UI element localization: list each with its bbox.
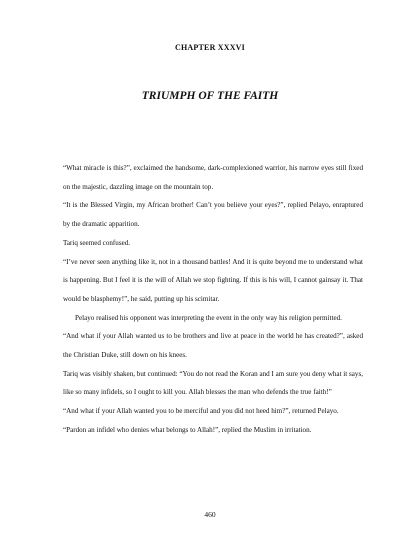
paragraph: Tariq seemed confused. [63, 238, 131, 247]
paragraph: “It is the Blessed Virgin, my African brother! Can’t you believe your eyes?”, replied Pelayo, enraptured by the dramatic apparition. [63, 201, 363, 229]
paragraph: “And what if your Allah wanted you to be merciful and you did not heed him?”, returned Pelayo. [63, 407, 339, 416]
paragraph: “Pardon an infidel who denies what belongs to Allah!”, replied the Muslim in irritation. [63, 425, 312, 434]
paragraph: “And what if your Allah wanted us to be brothers and live at peace in the world he has created?”, asked the Christian Duke, still down on his knees. [63, 332, 363, 360]
chapter-number: CHAPTER XXXVI [175, 43, 245, 52]
chapter-title: TRIUMPH OF THE FAITH [141, 90, 279, 102]
paragraph: Pelayo realised his opponent was interpreting the event in the only way his religion permitted. [75, 313, 342, 322]
page-number: 460 [204, 510, 216, 519]
paragraph: “I’ve never seen anything like it, not in a thousand battles! And it is quite beyond me to understand what is happening. But I feel it is the will of Allah we stop fighting. If this is his will, I cannot gainsay it. That would be blasphemy!”, he said, putting up his scimitar. [63, 257, 363, 303]
body-text [63, 159, 363, 440]
paragraph: “What miracle is this?”, exclaimed the handsome, dark-complexioned warrior, his narrow eyes still fixed on the majestic, dazzling image on the mountain top. [63, 164, 363, 191]
paragraph: Tariq was visibly shaken, but continued: “You do not read the Koran and I am sure you deny what it says, like so many infidels, so I ought to kill you. Allah blesses the man who defends the true faith!” [63, 369, 363, 397]
